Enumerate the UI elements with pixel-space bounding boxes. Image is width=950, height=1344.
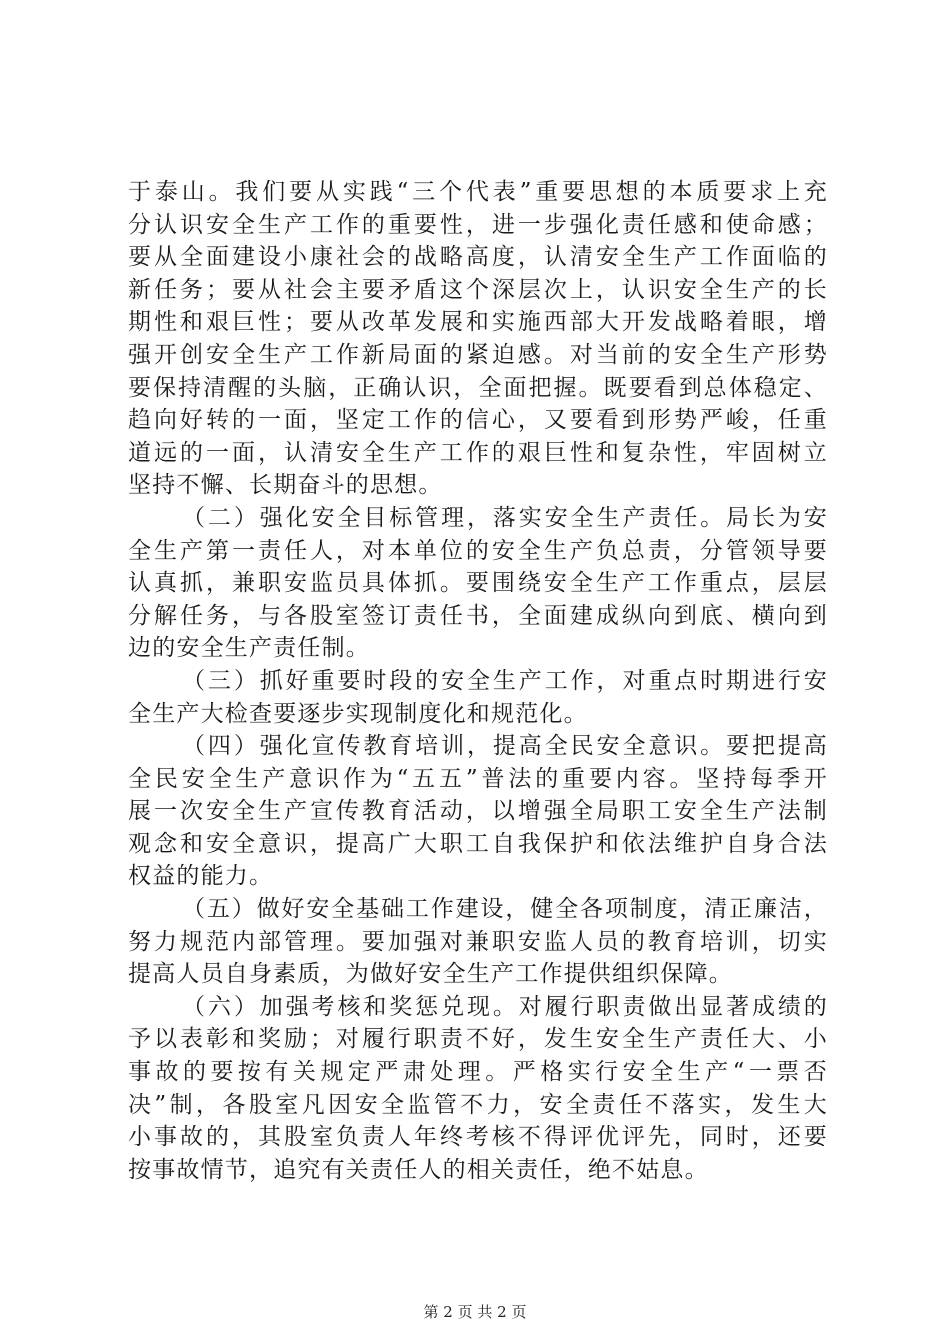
text-line: 按事故情节，追究有关责任人的相关责任，绝不姑息。	[128, 1156, 709, 1183]
page-footer: 第 2 页 共 2 页	[423, 1303, 527, 1321]
text-line: （五）做好安全基础工作建设，健全各项制度，清正廉洁，	[182, 896, 828, 923]
text-line: 分解任务，与各股室签订责任书，全面建成纵向到底、横向到	[128, 602, 828, 629]
text-line: 于泰山。我们要从实践“三个代表”重要思想的本质要求上充	[128, 179, 828, 205]
text-line: 趋向好转的一面，坚定工作的信心，又要看到形势严峻，任重	[128, 407, 828, 434]
text-line: 分认识安全生产工作的重要性，进一步强化责任感和使命感；	[128, 211, 828, 238]
paragraph-p5	[128, 991, 828, 1187]
text-line: 期性和艰巨性；要从改革发展和实施西部大开发战略着眼，增	[128, 309, 828, 336]
text-line: 全生产大检查要逐步实现制度化和规范化。	[128, 700, 588, 727]
paragraph-p3	[128, 730, 828, 893]
text-line: 全生产第一责任人，对本单位的安全生产负总责，分管领导要	[128, 537, 828, 564]
paragraph-p2	[128, 665, 828, 730]
text-line: 强开创安全生产工作新局面的紧迫感。对当前的安全生产形势	[128, 341, 828, 368]
document-body	[128, 176, 828, 1186]
text-line: 坚持不懈、长期奋斗的思想。	[128, 472, 443, 499]
text-line: 权益的能力。	[128, 863, 274, 890]
text-line: 要从全面建设小康社会的战略高度，认清安全生产工作面临的	[128, 244, 828, 271]
text-line: 新任务；要从社会主要矛盾这个深层次上，认识安全生产的长	[128, 276, 828, 303]
text-line: 小事故的，其股室负责人年终考核不得评优评先，同时，还要	[128, 1124, 828, 1151]
text-line: （三）抓好重要时段的安全生产工作，对重点时期进行安	[182, 667, 828, 694]
paragraph-p4	[128, 893, 828, 991]
text-line: 边的安全生产责任制。	[128, 635, 370, 662]
text-line: 道远的一面，认清安全生产工作的艰巨性和复杂性，牢固树立	[128, 439, 828, 466]
text-line: 努力规范内部管理。要加强对兼职安监人员的教育培训，切实	[128, 928, 828, 955]
text-line: 观念和安全意识，提高广大职工自我保护和依法维护自身合法	[128, 830, 828, 857]
text-line: 予以表彰和奖励；对履行职责不好，发生安全生产责任大、小	[128, 1026, 828, 1053]
text-line: 决”制，各股室凡因安全监管不力，安全责任不落实，发生大	[128, 1091, 828, 1118]
text-line: （六）加强考核和奖惩兑现。对履行职责做出显著成绩的	[182, 993, 828, 1020]
text-line: 事故的要按有关规定严肃处理。严格实行安全生产“一票否	[128, 1059, 828, 1086]
paragraph-p1	[128, 502, 828, 665]
text-line: 提高人员自身素质，为做好安全生产工作提供组织保障。	[128, 961, 733, 988]
text-line: 全民安全生产意识作为“五五”普法的重要内容。坚持每季开	[128, 765, 828, 792]
text-line: 认真抓，兼职安监员具体抓。要围绕安全生产工作重点，层层	[128, 570, 828, 597]
paragraph-p0	[128, 176, 828, 502]
text-line: 要保持清醒的头脑，正确认识，全面把握。既要看到总体稳定、	[128, 374, 828, 401]
text-line: （四）强化宣传教育培训，提高全民安全意识。要把提高	[182, 733, 828, 760]
text-line: （二）强化安全目标管理，落实安全生产责任。局长为安	[182, 504, 828, 531]
text-line: 展一次安全生产宣传教育活动，以增强全局职工安全生产法制	[128, 798, 828, 825]
